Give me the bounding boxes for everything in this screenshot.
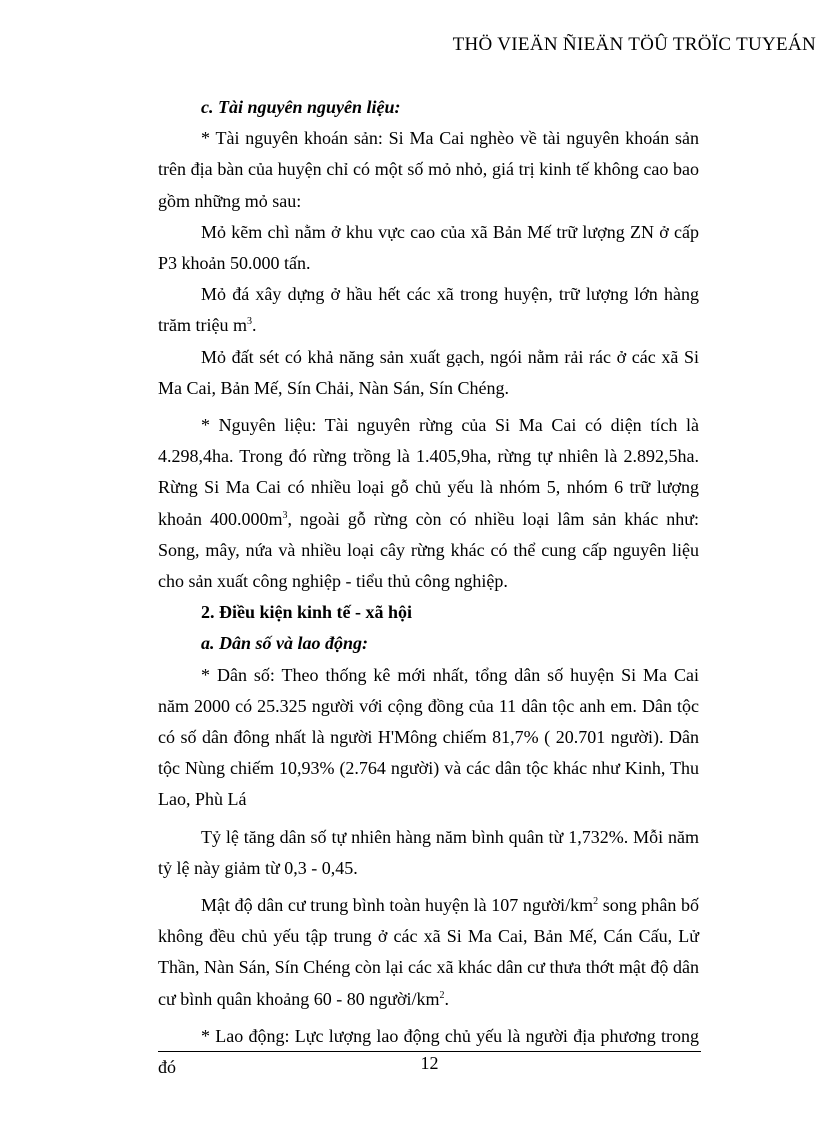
paragraph-clay-mine: Mỏ đất sét có khả năng sản xuất gạch, ngói nằm rải rác ở các xã Si Ma Cai, Bản Mế, Sín Chải, Nàn Sán, Sín Chéng. — [158, 346, 699, 398]
page-number: 12 — [420, 1053, 439, 1073]
paragraph-forest-resources: * Nguyên liệu: Tài nguyên rừng của Si Ma Cai có diện tích là 4.298,4ha. Trong đó rừng trồng là 1.405,9ha, rừng tự nhiên là 2.892,5ha. Rừng Si Ma Cai có nhiều loại gỗ chủ yếu là nhóm 5, nhóm 6 trữ lượng khoản $400.000m^3$, ngoài gỗ rừng còn có nhiều loại lâm sản khác như: Song, mây, nứa và nhiều loại cây rừng khác có thể cung cấp nguyên liệu cho sản xuất công nghiệp - tiểu thủ công nghiệp. — [158, 415, 700, 592]
paragraph-stone-mine: Mỏ đá xây dựng ở hầu hết các xã trong huyện, trữ lượng lớn hàng trăm triệu $m^3$. — [158, 284, 699, 336]
paragraph-mineral-resources: * Tài nguyên khoán sản: Si Ma Cai nghèo về tài nguyên khoán sản trên địa bàn của huyện chỉ có một số mỏ nhỏ, giá trị kinh tế không cao bao gồm những mỏ sau: — [158, 128, 699, 211]
footer-divider — [158, 1051, 701, 1052]
paragraph-growth-rate: Tỷ lệ tăng dân số tự nhiên hàng năm bình quân từ 1,732%. Mỗi năm tỷ lệ này giảm từ 0,3 - 0,45. — [158, 826, 699, 878]
paragraph-zinc-lead-mine: Mỏ kẽm chì nằm ở khu vực cao của xã Bản Mế trữ lượng ZN ở cấp P3 khoản 50.000 tấn. — [158, 221, 699, 274]
section-heading-a: a. Dân số và lao động: — [201, 633, 369, 654]
paragraph-density: Mật độ dân cư trung bình toàn huyện là 107 người/$km^2$ song phân bố không đều chủ yếu tập trung ở các xã Si Ma Cai, Bản Mế, Cán Cấu, Lử Thần, Nàn Sán, Sín Chéng còn lại các xã khác dân cư thưa thớt mật độ dân cư bình quân khoảng 60 - 80 người/$km^2$. — [158, 895, 699, 1009]
section-heading-2: 2. Điều kiện kinh tế - xã hội — [201, 602, 413, 623]
section-heading-c: c. Tài nguyên nguyên liệu: — [201, 97, 401, 117]
paragraph-labor: * Lao động: Lực lượng lao động chủ yếu là người địa phương trong đó — [158, 1025, 699, 1078]
document-body — [158, 92, 699, 1083]
page-header-title: THÖ VIEÄN ÑIEÄN TÖÛ TRÖÏC TUYEÁN — [452, 34, 816, 55]
paragraph-population: * Dân số: Theo thống kê mới nhất, tổng dân số huyện Si Ma Cai năm 2000 có 25.325 người với cộng đồng của 11 dân tộc anh em. Dân tộc có số dân đông nhất là người H'Mông chiếm 81,7% ( 20.701 người). Dân tộc Nùng chiếm 10,93% (2.764 người) và các dân tộc khác như Kinh, Thu Lao, Phù Lá — [158, 664, 699, 810]
